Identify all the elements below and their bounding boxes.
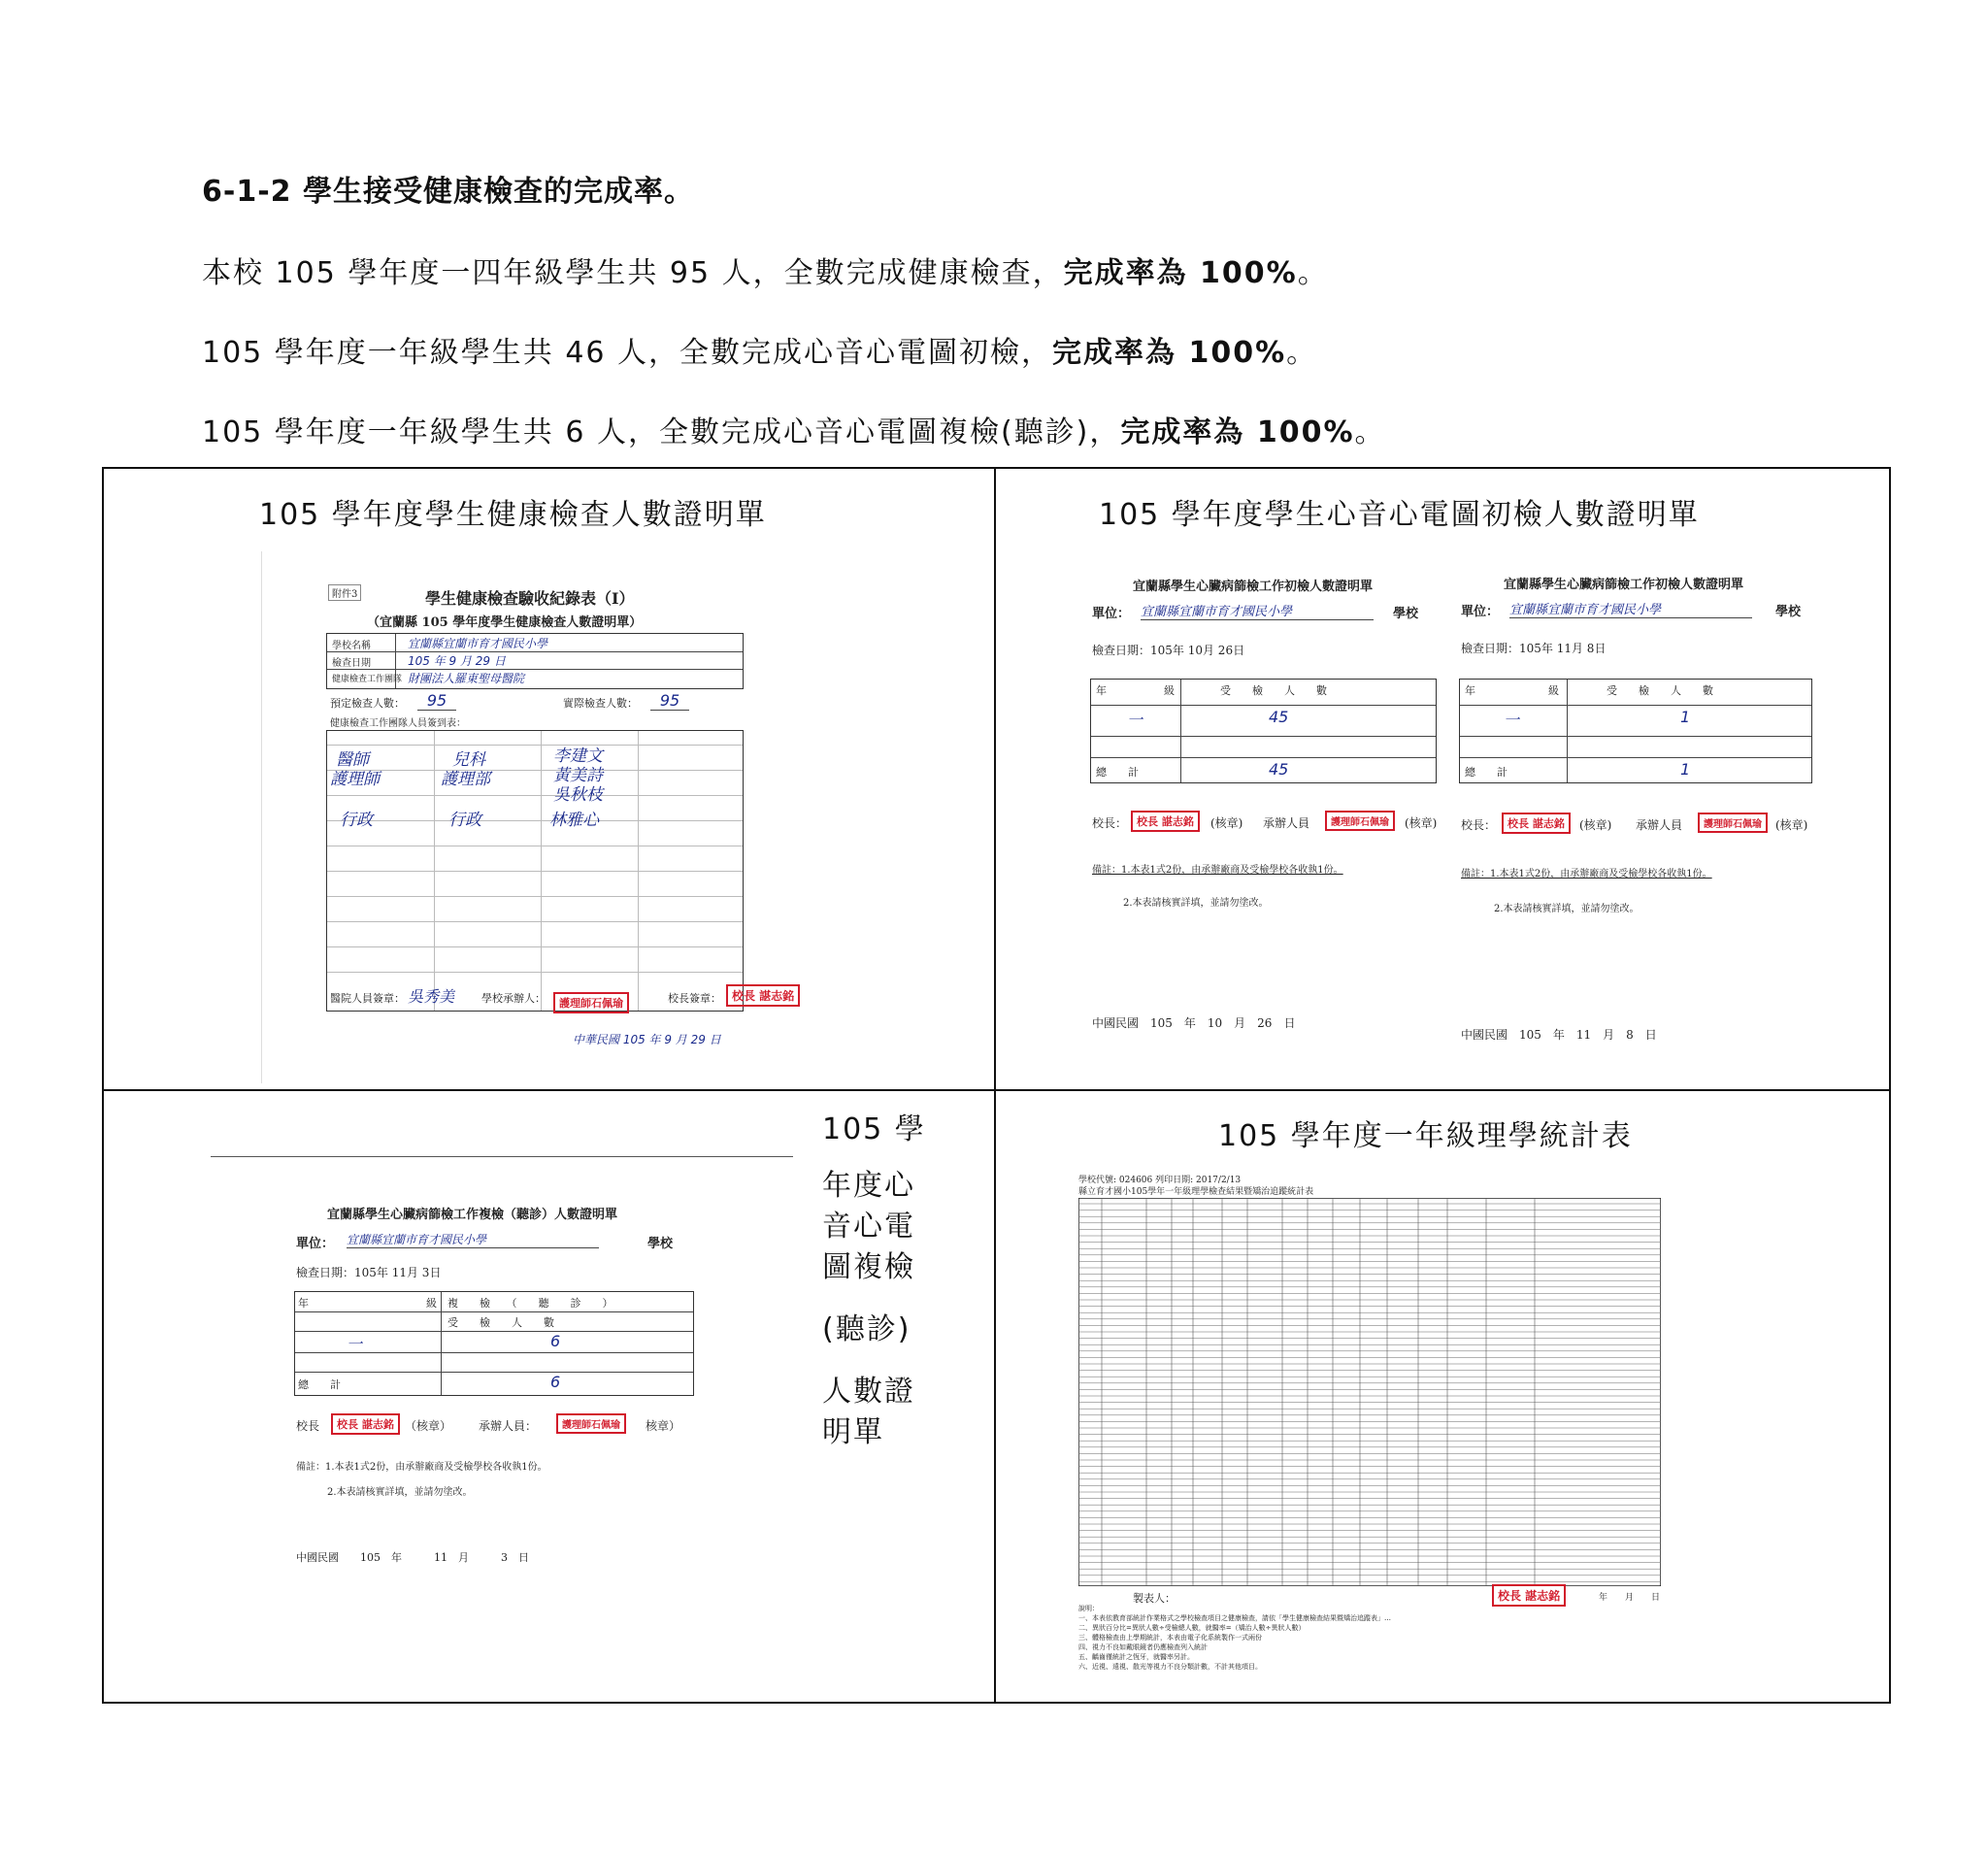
grid-divider-horizontal — [104, 1089, 1889, 1091]
unit-name: 宜蘭縣宜蘭市育才國民小學 — [347, 1231, 599, 1248]
initial-count: 1 — [1680, 708, 1691, 726]
check-date: 檢查日期：105年 11月 8日 — [1461, 642, 1607, 655]
doc-footer-date: 中國民國 105 年 11 月 8 日 — [1461, 1028, 1657, 1042]
paragraph-health-check: 本校 105 學年度一四年級學生共 95 人，全數完成健康檢查，完成率為 100%。 — [202, 256, 1329, 290]
attachment-tag: 附件3 — [328, 584, 361, 601]
statistics-table — [1078, 1198, 1661, 1586]
scan-initial-ecg-2: 宜蘭縣學生心臟病篩檢工作初檢人數證明單 單位： 宜蘭縣宜蘭市育才國民小學 學校 檢查日期：105年 11月 8日 年 級 受 檢 人 數 一 1 總 計 1 校長： 校長 諶志銘 (核章) 承辦人員 護理師石佩瑜 (核章) 備註：1.本表1式2份，由承辦廠商及受檢學校各收執1份。 2.本表請核實詳填，並請勿塗改。 中國民國 105 年 11 月 8 日 — [1455, 564, 1814, 1083]
doc-footer-date: 中國民國 105 年 11 月 3 日 — [296, 1551, 529, 1564]
doc-title: 學生健康檢查驗收紀錄表（Ⅰ） — [425, 589, 635, 608]
grid-divider-vertical — [994, 469, 996, 1702]
recheck-count: 6 — [550, 1332, 561, 1350]
actual-count: 95 — [650, 691, 689, 711]
nurse-stamp: 護理師石佩瑜 — [553, 992, 629, 1013]
nurse-stamp: 護理師石佩瑜 — [556, 1413, 626, 1434]
paragraph-recheck-ecg: 105 學年度一年級學生共 6 人，全數完成心音心電圖複檢(聽診)，完成率為 100%。 — [202, 415, 1386, 449]
doc-footer-date: 中國民國 105 年 10 月 26 日 — [1092, 1016, 1296, 1030]
principal-stamp: 校長 諶志銘 — [331, 1413, 400, 1435]
paragraph-initial-ecg: 105 學年度一年級學生共 46 人，全數完成心音心電圖初檢，完成率為 100%。 — [202, 336, 1318, 370]
panel-title-initial-ecg: 105 學年度學生心音心電圖初檢人數證明單 — [1099, 498, 1700, 532]
check-date: 檢查日期：105年 10月 26日 — [1092, 644, 1245, 657]
evidence-grid — [102, 467, 1891, 1704]
initial-total: 1 — [1680, 760, 1691, 779]
panel-title-recheck-ecg: 105 學 年度心 音心電 圖複檢 (聽診) 人數證 明單 — [822, 1112, 926, 1449]
nurse-stamp: 護理師石佩瑜 — [1325, 811, 1395, 831]
school-name: 宜蘭縣宜蘭市育才國民小學 — [408, 637, 548, 650]
section-heading: 6-1-2 學生接受健康檢查的完成率。 — [202, 175, 694, 209]
check-date: 105 年 9 月 29 日 — [408, 654, 506, 668]
unit-name: 宜蘭縣宜蘭市育才國民小學 — [1141, 601, 1374, 620]
unit-name: 宜蘭縣宜蘭市育才國民小學 — [1509, 599, 1752, 618]
scan-health-check-record: 附件3 學生健康檢查驗收紀錄表（Ⅰ） （宜蘭縣 105 學年度學生健康檢查人數證明單） 學校名稱 宜蘭縣宜蘭市育才國民小學 檢查日期 105 年 9 月 29 日 健康檢查工作團隊 財團法人羅東聖母醫院 預定檢查人數： 95 實際檢查人數： 95 健康檢查工作團隊人員簽到表： 醫師 兒科 李建文 護理師 護理部 黃美詩 吳秋枝 行政 行政 林雅心 醫院人員簽章： 吳秀美 學校承辦人： 護理師石佩瑜 校長簽章： 校長 諶志銘 中華民國 105 年 9 月 29 日 — [261, 551, 841, 1083]
nurse-stamp: 護理師石佩瑜 — [1698, 813, 1768, 833]
panel-title-physical-stats: 105 學年度一年級理學統計表 — [1218, 1119, 1633, 1153]
scan-recheck-ecg: 宜蘭縣學生心臟病篩檢工作複檢（聽診）人數證明單 單位： 宜蘭縣宜蘭市育才國民小學 學校 檢查日期：105年 11月 3日 年 級 複 檢 （ 聽 診 ） 受 檢 人 數 一 6 總 計 6 校長 校長 諶志銘 （核章） 承辦人員： 護理師石佩瑜 核章） 備註：1.本表1式2份，由承辦廠商及受檢學校各收執1份。 2.本表請核實詳填，並請勿塗改。 中國民國 105 年 11 月 3 日 — [211, 1156, 793, 1701]
planned-count: 95 — [417, 691, 456, 711]
staff-table — [326, 730, 744, 1012]
check-date: 檢查日期：105年 11月 3日 — [296, 1266, 442, 1279]
initial-total: 45 — [1269, 760, 1289, 779]
scan-physical-stats: 學校代號: 024606 列印日期: 2017/2/13 縣立育才國小105學年一年級理學檢查結果暨矯治追蹤統計表 製表人： 校長 諶志銘 年 月 日 說明： 一、本表依教育部統計作業格式之學校檢查項目之健康檢查，請依「學生健康檢查結果暨矯治追蹤表」… 二、異狀百分比=異狀人數÷受檢總人數，就醫率=（矯治人數÷異狀人數） 三、體格檢查由上學期統計，本表由電子化系統製作一式兩份 四、視力不良如戴眼鏡者仍應檢查列入統計 五、齲齒僅統計之恆牙，就醫率另計。 六、近視、遠視、散光等視力不良分類計數，不計其他項目。 — [1075, 1173, 1676, 1687]
recheck-total: 6 — [550, 1373, 561, 1391]
panel-title-health-check: 105 學年度學生健康檢查人數證明單 — [259, 498, 767, 532]
team-name: 財團法人羅東聖母醫院 — [408, 672, 525, 685]
principal-stamp: 校長 諶志銘 — [1502, 813, 1571, 834]
principal-stamp: 校長 諶志銘 — [1492, 1584, 1566, 1607]
principal-stamp: 校長 諶志銘 — [1131, 811, 1200, 832]
principal-stamp: 校長 諶志銘 — [726, 984, 800, 1007]
hospital-signature: 吳秀美 — [408, 987, 455, 1006]
scan-initial-ecg-1: 宜蘭縣學生心臟病篩檢工作初檢人數證明單 單位： 宜蘭縣宜蘭市育才國民小學 學校 檢查日期：105年 10月 26日 年 級 受 檢 人 數 一 45 總 計 45 校長： 校長 諶志銘 (核章) 承辦人員 護理師石佩瑜 (核章) 備註：1.本表1式2份，由承辦廠商及受檢學校各收執1份。 2.本表請核實詳填，並請勿塗改。 中國民國 105 年 10 月 26 日 — [1084, 564, 1443, 1083]
doc-footer-date: 中華民國 105 年 9 月 29 日 — [573, 1033, 721, 1046]
initial-count: 45 — [1269, 708, 1289, 726]
doc-subtitle: （宜蘭縣 105 學年度學生健康檢查人數證明單） — [367, 615, 643, 630]
